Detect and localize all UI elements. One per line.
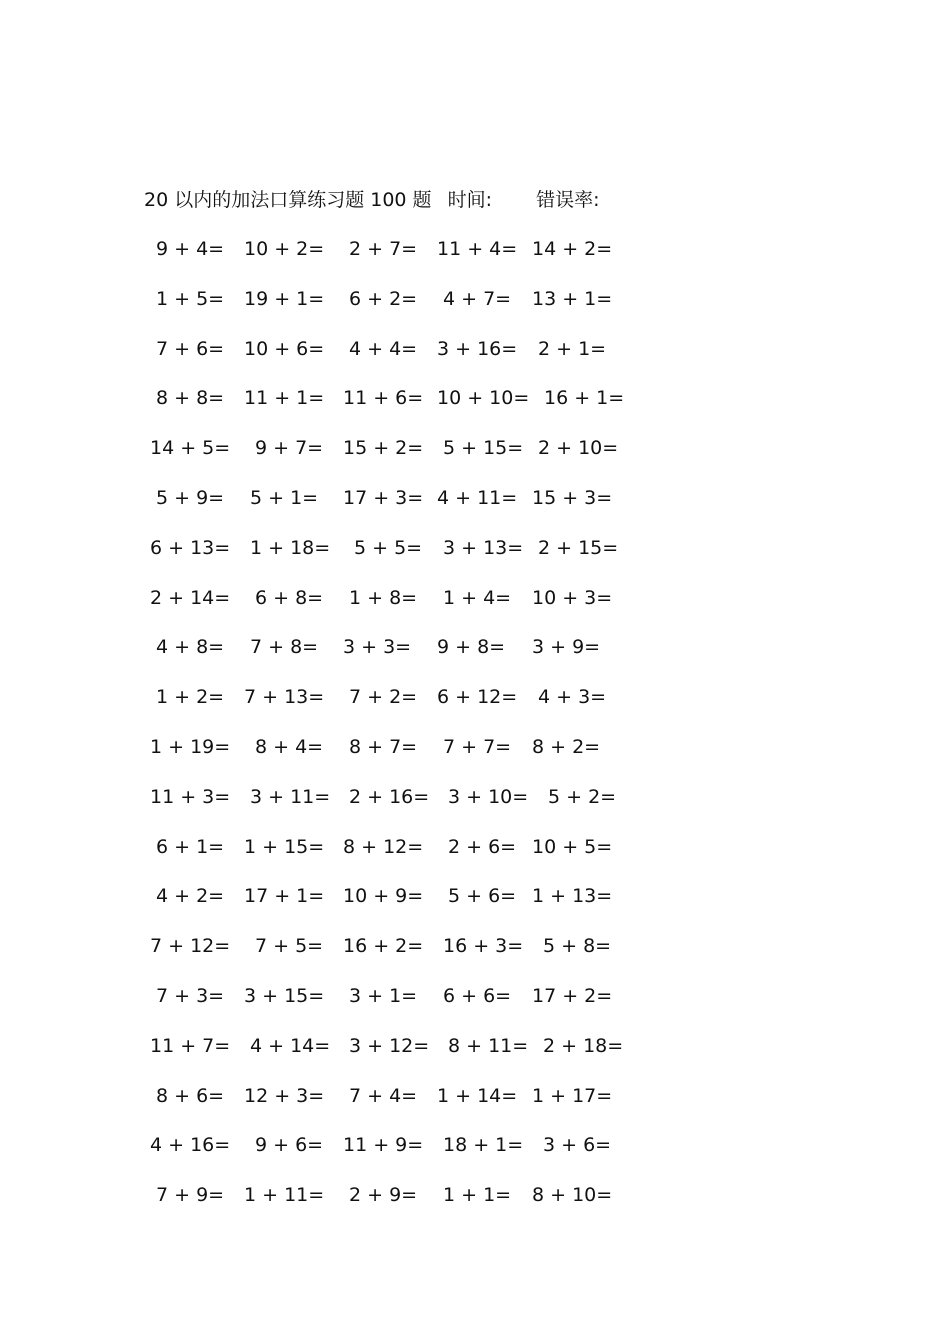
addition-problem: 5 + 5= [354,536,423,559]
addition-problem: 3 + 12= [349,1034,430,1057]
addition-problem: 7 + 7= [443,735,512,758]
error-rate-label: 错误率: [536,189,600,211]
addition-problem: 4 + 7= [443,287,512,310]
addition-problem: 6 + 8= [255,586,324,609]
problem-row [150,435,670,485]
addition-problem: 3 + 11= [250,785,331,808]
addition-problem: 16 + 3= [443,935,524,958]
problem-row [150,883,670,933]
worksheet-title: 20 以内的加法口算练习题 100 题 [144,189,432,211]
addition-problem: 1 + 17= [532,1084,613,1107]
addition-problem: 3 + 10= [448,785,529,808]
addition-problem: 3 + 15= [244,984,325,1007]
problem-row [150,983,670,1033]
addition-problem: 9 + 4= [156,238,225,260]
addition-problem: 2 + 10= [538,437,619,460]
addition-problem: 5 + 9= [156,486,225,509]
addition-problem: 11 + 3= [150,785,231,808]
problem-row [150,834,670,884]
addition-problem: 19 + 1= [244,287,325,310]
addition-problem: 1 + 4= [443,586,512,609]
addition-problem: 17 + 3= [343,486,424,509]
addition-problem: 15 + 2= [343,437,424,460]
addition-problem: 5 + 8= [543,935,612,958]
addition-problem: 4 + 3= [538,686,607,709]
addition-problem: 3 + 6= [543,1134,612,1157]
addition-problem: 7 + 8= [250,636,319,659]
addition-problem: 8 + 6= [156,1084,225,1107]
addition-problem: 2 + 9= [349,1184,418,1207]
addition-problem: 6 + 1= [156,835,225,858]
problem-row [150,634,670,684]
addition-problem: 8 + 10= [532,1184,613,1207]
addition-problem: 14 + 2= [532,238,613,260]
addition-problem: 4 + 11= [437,486,518,509]
addition-problem: 10 + 6= [244,337,325,360]
problem-row [150,1083,670,1133]
time-label: 时间: [447,189,493,211]
addition-problem: 1 + 11= [244,1184,325,1207]
addition-problem: 9 + 8= [437,636,506,659]
addition-problem: 4 + 14= [250,1034,331,1057]
addition-problem: 11 + 7= [150,1034,231,1057]
addition-problem: 6 + 6= [443,984,512,1007]
addition-problem: 1 + 13= [532,885,613,908]
problem-row [150,336,670,386]
addition-problem: 8 + 8= [156,387,225,410]
addition-problem: 1 + 15= [244,835,325,858]
addition-problem: 2 + 1= [538,337,607,360]
addition-problem: 4 + 16= [150,1134,231,1157]
addition-problem: 3 + 9= [532,636,601,659]
addition-problem: 7 + 3= [156,984,225,1007]
addition-problem: 7 + 12= [150,935,231,958]
addition-problem: 16 + 2= [343,935,424,958]
addition-problem: 5 + 1= [250,486,319,509]
addition-problem: 9 + 6= [255,1134,324,1157]
addition-problem: 2 + 18= [543,1034,624,1057]
problem-row [150,1132,670,1182]
addition-problem: 8 + 7= [349,735,418,758]
addition-problem: 1 + 5= [156,287,225,310]
problem-grid [150,236,670,1232]
addition-problem: 18 + 1= [443,1134,524,1157]
addition-problem: 7 + 2= [349,686,418,709]
worksheet-header [144,186,599,214]
problem-row [150,485,670,535]
addition-problem: 1 + 2= [156,686,225,709]
problem-row [150,1033,670,1083]
addition-problem: 3 + 16= [437,337,518,360]
addition-problem: 10 + 10= [437,387,530,410]
addition-problem: 8 + 11= [448,1034,529,1057]
addition-problem: 8 + 4= [255,735,324,758]
addition-problem: 4 + 4= [349,337,418,360]
addition-problem: 4 + 2= [156,885,225,908]
addition-problem: 10 + 3= [532,586,613,609]
problem-row [150,236,670,286]
addition-problem: 7 + 5= [255,935,324,958]
addition-problem: 2 + 15= [538,536,619,559]
addition-problem: 7 + 6= [156,337,225,360]
addition-problem: 17 + 1= [244,885,325,908]
addition-problem: 17 + 2= [532,984,613,1007]
problem-row [150,385,670,435]
addition-problem: 16 + 1= [544,387,625,410]
addition-problem: 1 + 1= [443,1184,512,1207]
addition-problem: 11 + 4= [437,238,518,260]
addition-problem: 9 + 7= [255,437,324,460]
addition-problem: 7 + 4= [349,1084,418,1107]
addition-problem: 7 + 9= [156,1184,225,1207]
addition-problem: 3 + 13= [443,536,524,559]
addition-problem: 10 + 2= [244,238,325,260]
addition-problem: 5 + 15= [443,437,524,460]
addition-problem: 12 + 3= [244,1084,325,1107]
addition-problem: 15 + 3= [532,486,613,509]
addition-problem: 11 + 6= [343,387,424,410]
addition-problem: 13 + 1= [532,287,613,310]
problem-row [150,734,670,784]
addition-problem: 8 + 12= [343,835,424,858]
addition-problem: 1 + 19= [150,735,231,758]
addition-problem: 10 + 5= [532,835,613,858]
addition-problem: 14 + 5= [150,437,231,460]
problem-row [150,1182,670,1232]
addition-problem: 2 + 16= [349,785,430,808]
addition-problem: 3 + 1= [349,984,418,1007]
addition-problem: 7 + 13= [244,686,325,709]
problem-row [150,535,670,585]
addition-problem: 4 + 8= [156,636,225,659]
addition-problem: 2 + 6= [448,835,517,858]
addition-problem: 3 + 3= [343,636,412,659]
addition-problem: 5 + 2= [548,785,617,808]
addition-problem: 6 + 13= [150,536,231,559]
problem-row [150,684,670,734]
addition-problem: 11 + 9= [343,1134,424,1157]
addition-problem: 2 + 7= [349,238,418,260]
addition-problem: 11 + 1= [244,387,325,410]
addition-problem: 1 + 14= [437,1084,518,1107]
addition-problem: 1 + 8= [349,586,418,609]
problem-row [150,585,670,635]
addition-problem: 5 + 6= [448,885,517,908]
problem-row [150,286,670,336]
addition-problem: 8 + 2= [532,735,601,758]
addition-problem: 1 + 18= [250,536,331,559]
addition-problem: 6 + 12= [437,686,518,709]
addition-problem: 2 + 14= [150,586,231,609]
addition-problem: 6 + 2= [349,287,418,310]
problem-row [150,933,670,983]
problem-row [150,784,670,834]
addition-problem: 10 + 9= [343,885,424,908]
